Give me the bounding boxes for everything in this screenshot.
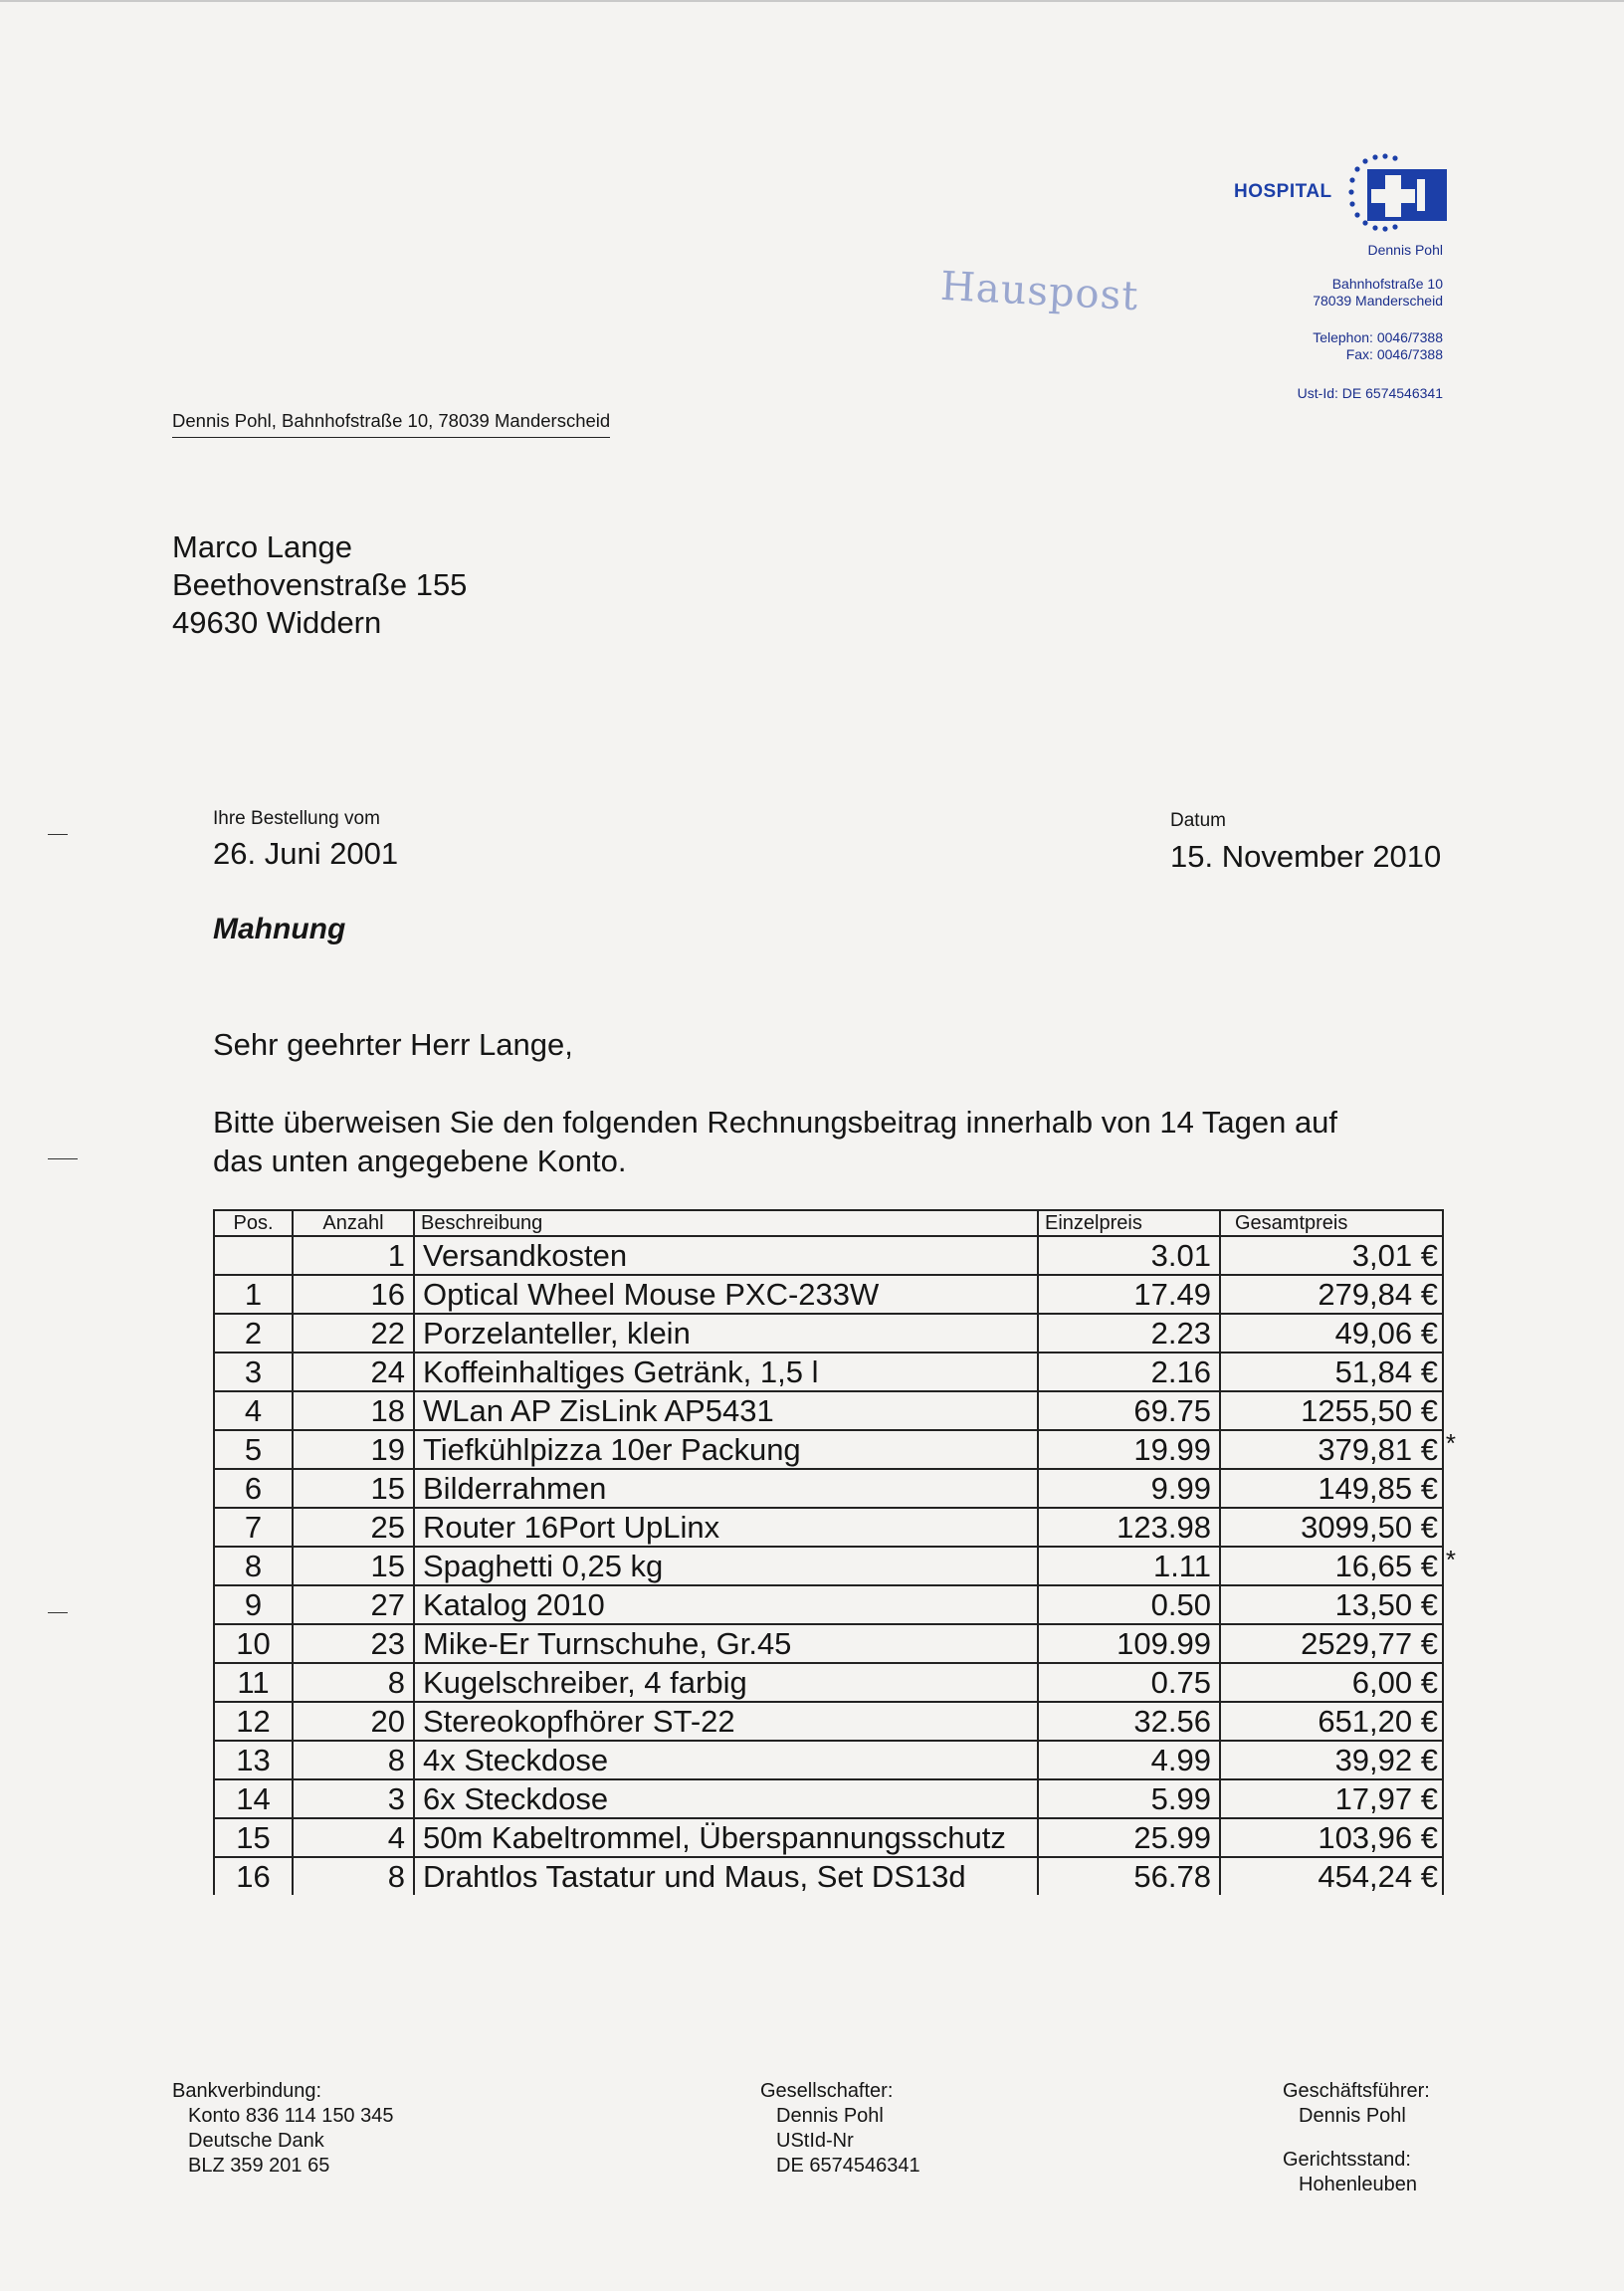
gerichtsstand-value: Hohenleuben (1299, 2174, 1417, 2195)
cell-anzahl: 19 (293, 1430, 414, 1469)
cell-einzelpreis: 3.01 (1038, 1236, 1220, 1275)
cell-gesamtpreis: 2529,77 € (1220, 1624, 1443, 1663)
letterhead-street: Bahnhofstraße 10 (1331, 276, 1443, 292)
cell-einzelpreis: 123.98 (1038, 1508, 1220, 1547)
recipient-name: Marco Lange (172, 529, 352, 564)
fold-mark-bottom (48, 1612, 68, 1613)
cell-beschreibung: Drahtlos Tastatur und Maus, Set DS13d (414, 1857, 1038, 1895)
recipient-city: 49630 Widdern (172, 605, 382, 640)
cell-beschreibung: Kugelschreiber, 4 farbig (414, 1663, 1038, 1702)
cell-beschreibung: 4x Steckdose (414, 1741, 1038, 1779)
letterhead-name: Dennis Pohl (1367, 242, 1443, 258)
cell-gesamtpreis: 379,81 € * (1220, 1430, 1443, 1469)
table-row (214, 1663, 1443, 1702)
order-date-label: Ihre Bestellung vom (213, 808, 380, 829)
cell-anzahl: 20 (293, 1702, 414, 1741)
body-line-1: Bitte überweisen Sie den folgenden Rechnungsbeitrag innerhalb von 14 Tagen auf (213, 1105, 1338, 1140)
cell-pos: 7 (214, 1508, 293, 1547)
bank-blz: BLZ 359 201 65 (188, 2155, 330, 2177)
table-row (214, 1469, 1443, 1508)
cell-gesamtpreis: 51,84 € (1220, 1353, 1443, 1391)
cell-pos: 14 (214, 1779, 293, 1818)
cell-gesamtpreis: 39,92 € (1220, 1741, 1443, 1779)
cell-einzelpreis: 25.99 (1038, 1818, 1220, 1857)
geschaeftsfuehrer-name: Dennis Pohl (1299, 2105, 1406, 2127)
footnote-mark: * (1445, 1428, 1456, 1458)
table-row (214, 1818, 1443, 1857)
cell-anzahl: 23 (293, 1624, 414, 1663)
col-header-gesamtpreis: Gesamtpreis (1220, 1210, 1443, 1236)
ustid-number: DE 6574546341 (776, 2155, 920, 2177)
gesellschafter-label: Gesellschafter: (760, 2080, 894, 2102)
cell-einzelpreis: 109.99 (1038, 1624, 1220, 1663)
table-row (214, 1275, 1443, 1314)
table-row (214, 1508, 1443, 1547)
cell-einzelpreis: 0.50 (1038, 1585, 1220, 1624)
geschaeftsfuehrer-label: Geschäftsführer: (1283, 2080, 1430, 2102)
bank-label: Bankverbindung: (172, 2080, 322, 2102)
body-text (213, 1103, 1407, 1180)
cell-anzahl: 4 (293, 1818, 414, 1857)
cell-pos: 4 (214, 1391, 293, 1430)
telephon-number: 0046/7388 (1376, 329, 1443, 345)
invoice-table (213, 1209, 1456, 1895)
cell-einzelpreis: 56.78 (1038, 1857, 1220, 1895)
cell-pos: 3 (214, 1353, 293, 1391)
body-line-2: das unten angegebene Konto. (213, 1144, 627, 1178)
cell-gesamtpreis: 651,20 € (1220, 1702, 1443, 1741)
cell-pos: 2 (214, 1314, 293, 1353)
cell-pos: 10 (214, 1624, 293, 1663)
telephon-label: Telephon: (1313, 329, 1373, 345)
table-row (214, 1353, 1443, 1391)
cell-anzahl: 15 (293, 1547, 414, 1585)
table-row (214, 1430, 1443, 1469)
table-row (214, 1702, 1443, 1741)
gesellschafter-name: Dennis Pohl (776, 2105, 884, 2127)
cell-einzelpreis: 9.99 (1038, 1469, 1220, 1508)
cell-beschreibung: Bilderrahmen (414, 1469, 1038, 1508)
hospital-cross-icon (1343, 149, 1453, 245)
cell-pos: 16 (214, 1857, 293, 1895)
cell-gesamtpreis: 149,85 € (1220, 1469, 1443, 1508)
cell-beschreibung: Spaghetti 0,25 kg (414, 1547, 1038, 1585)
hospital-logo (1234, 149, 1448, 249)
table-row (214, 1314, 1443, 1353)
footer-geschaeftsfuehrer (1283, 2079, 1430, 2197)
recipient-street: Beethovenstraße 155 (172, 567, 468, 602)
cell-einzelpreis: 2.16 (1038, 1353, 1220, 1391)
cell-beschreibung: Optical Wheel Mouse PXC-233W (414, 1275, 1038, 1314)
footer-bank (172, 2079, 393, 2179)
cell-beschreibung: WLan AP ZisLink AP5431 (414, 1391, 1038, 1430)
cell-beschreibung: Porzelanteller, klein (414, 1314, 1038, 1353)
sender-return-line: Dennis Pohl, Bahnhofstraße 10, 78039 Manderscheid (172, 410, 610, 438)
letterhead-ust-id: Ust-Id: DE 6574546341 (1297, 385, 1443, 401)
footer-gesellschafter (760, 2079, 920, 2179)
cell-anzahl: 22 (293, 1314, 414, 1353)
cell-anzahl: 3 (293, 1779, 414, 1818)
cell-pos: 1 (214, 1275, 293, 1314)
table-row (214, 1585, 1443, 1624)
cell-pos: 6 (214, 1469, 293, 1508)
cell-beschreibung: Mike-Er Turnschuhe, Gr.45 (414, 1624, 1038, 1663)
cell-gesamtpreis: 13,50 € (1220, 1585, 1443, 1624)
invoice-table-body (214, 1236, 1456, 1895)
bank-name: Deutsche Dank (188, 2130, 324, 2152)
page-top-edge (0, 0, 1624, 2)
cell-gesamtpreis: 3,01 € (1220, 1236, 1443, 1275)
letterhead-contact (1313, 329, 1443, 363)
datum-label: Datum (1170, 810, 1226, 831)
letterhead-city: 78039 Manderscheid (1313, 293, 1443, 309)
cell-anzahl: 18 (293, 1391, 414, 1430)
table-row (214, 1547, 1443, 1585)
cell-anzahl: 8 (293, 1857, 414, 1895)
cell-pos: 5 (214, 1430, 293, 1469)
col-header-anzahl: Anzahl (293, 1210, 414, 1236)
cell-gesamtpreis: 49,06 € (1220, 1314, 1443, 1353)
footnote-mark: * (1445, 1545, 1456, 1574)
bank-konto: Konto 836 114 150 345 (188, 2105, 394, 2127)
hole-mark (48, 1158, 78, 1159)
cell-beschreibung: 50m Kabeltrommel, Überspannungsschutz (414, 1818, 1038, 1857)
cell-einzelpreis: 32.56 (1038, 1702, 1220, 1741)
cell-pos: 9 (214, 1585, 293, 1624)
cell-anzahl: 25 (293, 1508, 414, 1547)
cell-einzelpreis: 0.75 (1038, 1663, 1220, 1702)
cell-gesamtpreis: 103,96 € (1220, 1818, 1443, 1857)
letterhead-address (1313, 276, 1443, 310)
cell-gesamtpreis: 17,97 € (1220, 1779, 1443, 1818)
cell-pos (214, 1236, 293, 1275)
cell-einzelpreis: 4.99 (1038, 1741, 1220, 1779)
fax-label: Fax: (1345, 346, 1373, 362)
cell-anzahl: 8 (293, 1741, 414, 1779)
cell-beschreibung: 6x Steckdose (414, 1779, 1038, 1818)
datum-date: 15. November 2010 (1170, 839, 1442, 874)
gerichtsstand-label: Gerichtsstand: (1283, 2149, 1411, 2171)
table-header-row (214, 1210, 1443, 1236)
cell-anzahl: 24 (293, 1353, 414, 1391)
cell-gesamtpreis: 454,24 € (1220, 1857, 1443, 1895)
cell-gesamtpreis: 1255,50 € (1220, 1391, 1443, 1430)
cell-pos: 11 (214, 1663, 293, 1702)
cell-beschreibung: Tiefkühlpizza 10er Packung (414, 1430, 1038, 1469)
cell-beschreibung: Katalog 2010 (414, 1585, 1038, 1624)
col-header-einzelpreis: Einzelpreis (1038, 1210, 1220, 1236)
cell-einzelpreis: 17.49 (1038, 1275, 1220, 1314)
cell-einzelpreis: 1.11 (1038, 1547, 1220, 1585)
recipient-address (172, 528, 467, 642)
cell-anzahl: 15 (293, 1469, 414, 1508)
cell-einzelpreis: 2.23 (1038, 1314, 1220, 1353)
cell-gesamtpreis: 16,65 € * (1220, 1547, 1443, 1585)
cell-gesamtpreis: 279,84 € (1220, 1275, 1443, 1314)
cell-pos: 8 (214, 1547, 293, 1585)
cell-beschreibung: Koffeinhaltiges Getränk, 1,5 l (414, 1353, 1038, 1391)
ustid-label: UStId-Nr (776, 2130, 854, 2152)
table-row (214, 1236, 1443, 1275)
cell-anzahl: 8 (293, 1663, 414, 1702)
cell-anzahl: 16 (293, 1275, 414, 1314)
col-header-pos: Pos. (214, 1210, 293, 1236)
cell-beschreibung: Versandkosten (414, 1236, 1038, 1275)
cell-pos: 13 (214, 1741, 293, 1779)
logo-wordmark: HOSPITAL (1234, 181, 1332, 202)
cell-einzelpreis: 5.99 (1038, 1779, 1220, 1818)
table-row (214, 1391, 1443, 1430)
cell-gesamtpreis: 6,00 € (1220, 1663, 1443, 1702)
table-row (214, 1624, 1443, 1663)
cell-einzelpreis: 69.75 (1038, 1391, 1220, 1430)
table-row (214, 1741, 1443, 1779)
cell-anzahl: 1 (293, 1236, 414, 1275)
cell-pos: 12 (214, 1702, 293, 1741)
order-date: 26. Juni 2001 (213, 836, 399, 871)
cell-anzahl: 27 (293, 1585, 414, 1624)
hauspost-stamp: Hauspost (938, 263, 1140, 320)
col-header-beschreibung: Beschreibung (414, 1210, 1038, 1236)
cell-beschreibung: Stereokopfhörer ST-22 (414, 1702, 1038, 1741)
cell-einzelpreis: 19.99 (1038, 1430, 1220, 1469)
fax-number: 0046/7388 (1376, 346, 1443, 362)
subject-line: Mahnung (213, 913, 346, 945)
table-row (214, 1857, 1443, 1895)
cell-beschreibung: Router 16Port UpLinx (414, 1508, 1038, 1547)
table-row (214, 1779, 1443, 1818)
fold-mark-top (48, 834, 68, 835)
cell-gesamtpreis: 3099,50 € (1220, 1508, 1443, 1547)
salutation: Sehr geehrter Herr Lange, (213, 1027, 573, 1062)
cell-pos: 15 (214, 1818, 293, 1857)
